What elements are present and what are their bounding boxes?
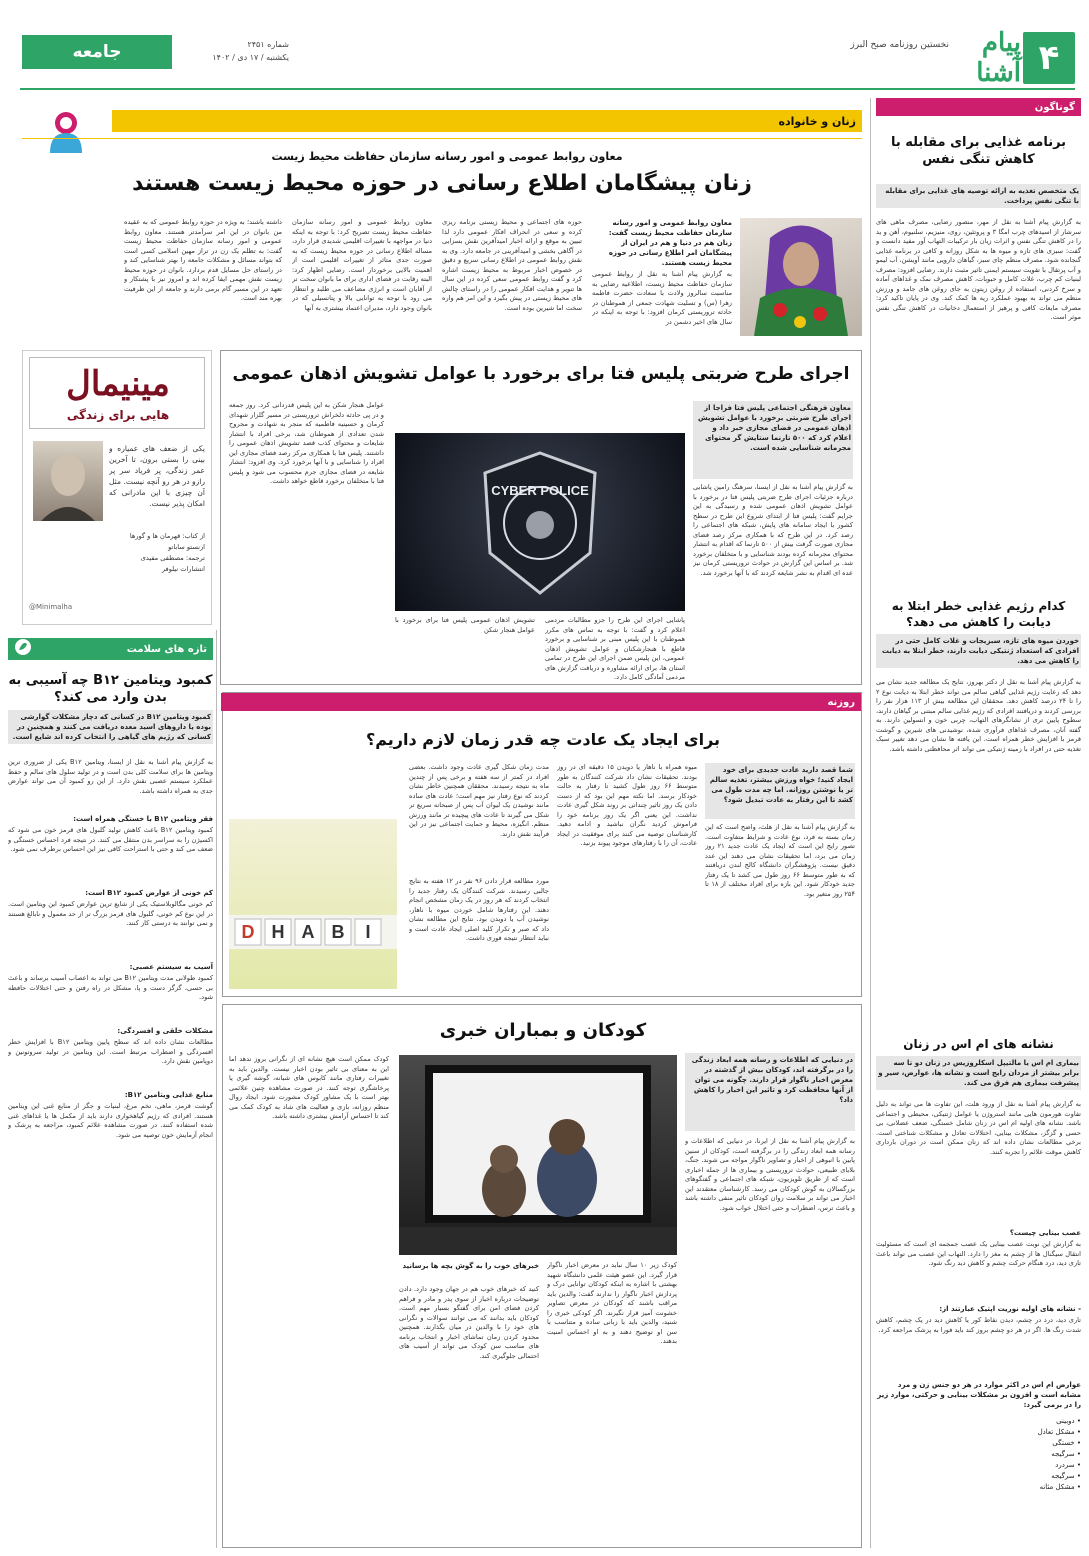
sidebar-subhead1: عصب بینایی چیست؟ <box>1009 1229 1081 1237</box>
issue-info <box>212 38 289 64</box>
health-q1: فقر ویتامین B۱۲ با خستگی همراه است: <box>73 815 213 823</box>
svg-text:A: A <box>301 922 315 942</box>
women-section-icon <box>22 106 110 156</box>
women-section-bar <box>112 110 862 132</box>
police-lead: معاون فرهنگی اجتماعی پلیس فتا فراجا از اجرای طرح ضربتی برخورد با عوامل تشویش اذهان عمومی در فضای مجازی خبر داد و اعلام کرد که ۵۰۰ تارنما ستایش گر محتوای مجرمانه شناسایی شده است. <box>693 401 853 479</box>
health-q5: منابع غذایی ویتامین B۱۲: <box>124 1091 213 1099</box>
habit-section-bar <box>221 693 861 711</box>
habit-section-label: روزنه <box>827 696 855 708</box>
women-col1: به گزارش پیام آشنا به نقل از روابط عمومی سازمان حفاظت محیط زیست، اطلاعیه رضایی به مناسبت سالروز ولادت با سعادت حضرت فاطمه زهرا (س) و تسلیت شهادت جمعی از هموطنان در حادثه تروریستی کرمان افزود: با توجه به اینکه در سال های اخیر دشمن در <box>592 270 732 326</box>
sidebar-article3-lead: بیماری ام اس یا مالتیپل اسکلروزیس در زنان دو تا سه برابر بیشتر از مردان رایج است و نشانه ها، عوارض، سیر و پیشرفت بیماری هم فرق می کند. <box>876 1056 1081 1090</box>
sidebar-sub-body1: به گزارش این نوبت عصب بینایی یک عصب جمجمه ای است که مسئولیت انتقال سیگنال ها از چشم به مغز را دارد. التهاب این عصب می تواند باعث تاری دید، درد هنگام حرکت چشم و کاهش دید رنگ شود. <box>876 1240 1081 1267</box>
kids-col3: کنید که خبرهای خوب هم در جهان وجود دارد. دادن توضیحات درباره اخبار از سوی پدر و مادر و فراهم کردن فضای امن برای گفتگو بسیار مهم است. کودکان باید بدانند که می توانند سوالات و نگرانی های خود را با والدین در میان بگذارند. همچنین محدود کردن زمان تماشای اخبار و انتخاب برنامه های مناسب سن کودک می تواند از آسیب های احتمالی جلوگیری کند. <box>399 1285 539 1360</box>
habit-col4: مورد مطالعه قرار دادن ۹۶ نفر در ۱۲ هفته به نتایج جالبی رسیدند. شرکت کنندگان یک رفتار جدید را انتخاب کردند که هر روز در یک زمان مشخص انجام دهند. این رفتارها شامل خوردن میوه با ناهار، نوشیدن آب یا دویدن بود. نتایج این مطالعه نشان داد که صبر و تکرار کلید اصلی ایجاد عادت است و نباید انتظار نتیجه فوری داشت. <box>409 877 549 942</box>
book-ad-handle: @Minimalha <box>29 603 73 611</box>
column-divider <box>216 630 217 1548</box>
list-item: • سرگیجه <box>1051 1472 1081 1480</box>
list-item: • سرگیجه <box>1051 1450 1081 1458</box>
sidebar-article3-body: به گزارش پیام آشنا به نقل از ورود هلت، این تفاوت ها می تواند به دلیل تفاوت هورمون هایی مانند استروژن یا عوامل ژنتیکی، محیطی و اجتماعی باشد. نشانه های اولیه ام اس در زنان شامل خستگی، ضعف عضلانی، بی حسی و گزگز، مشکلات بینایی، اختلالات تعادل و مشکلات شناختی است. برخی مطالعات نشان داده اند که زنان ممکن است در دوران بارداری کاهش موقت علائم را تجربه کنند. <box>876 1100 1081 1156</box>
sidebar-article2-body: به گزارش پیام آشنا به نقل از دکتر بهروز، نتایج یک مطالعه جدید نشان می دهد که رعایت رژیم غذایی گیاهی سالم می تواند خطر ابتلا به دیابت نوع ۲ را تا ۲۴ درصد کاهش دهد. محققان این مطالعه بیش از ۱۱۳ هزار نفر را بررسی کردند و دریافتند افرادی که رژیم غذایی سالم مبتنی بر گیاهان دارند، سطوح پایین تری از نشانگرهای التهاب، چربی خون و انسولین دارند. به گفته آنان، مصرف غذاهای فرآوری شده، نوشیدنی های شیرین و گوشت قرمز با افزایش خطر همراه است. این یافته ها نشان می دهد تغییر سبک تغذیه حتی در افراد با زمینه ژنتیکی می تواند اثر محافظتی داشته باشد. <box>876 678 1081 753</box>
health-column <box>8 632 213 1548</box>
kids-tv-photo <box>399 1055 677 1255</box>
kids-headline: کودکان و بمباران خبری <box>439 1020 647 1041</box>
sidebar-article1-body: به گزارش پیام آشنا به نقل از مهر، منصور رضایی، مصرف ماهی های سرشار از اسیدهای چرب امگا ۳ و پروتئین، روی، منیزیم، سلنیوم، آهن و ید را در کاهش تنگی نفس و اثرات زیان بار ترکیبات التهاب آور مفید دانست و گفت: سبزی های تازه و میوه ها به شکل روزانه و کافی در برنامه غذایی گنجانده شود. مصرف منظم چای سبز، گیاهان دارویی مانند آویشن، آب لیمو و آب پرتقال با تقویت سیستم ایمنی تاثیر مثبت دارند. رضایی افزود: مصرف لبنیات کم چرب، غلات کامل و حبوبات، کاهش مصرف نمک و غذاهای آماده و سرخ کردنی، استفاده از روغن زیتون به جای روغن های جامد و ورزش منظم می تواند به بهبود عملکرد ریه ها کمک کند. وی در پایان تاکید کرد: مصرف مایعات کافی و پرهیز از استعمال دخانیات در کاهش تنگی نفس موثر است. <box>876 218 1081 321</box>
sidebar-article2-title: کدام رژیم غذایی خطر ابتلا به دیابت را کاهش می دهد؟ <box>891 599 1066 629</box>
list-item: • سردرد <box>1055 1461 1081 1469</box>
svg-text:D: D <box>241 922 255 942</box>
kids-col2: کودک زیر ۱۰ سال نباید در معرض اخبار ناگوار قرار گیرد. این عضو هیئت علمی دانشگاه شهید بهشتی با اشاره به اینکه کودکان توانایی درک و پردازش اخبار ناگوار را ندارند گفت: والدین باید مراقب باشند که کودکان در معرض تصاویر خشونت آمیز قرار نگیرند. اگر کودکی خبری را شنید، والدین باید با زبانی ساده و متناسب با سن او توضیح دهند و به او احساس امنیت بدهند. <box>547 1261 677 1345</box>
kids-lead: در دنیایی که اطلاعات و رسانه همه ابعاد زندگی را در برگرفته اند، کودکان بیش از گذشته در معرض اخبار ناگوار قرار دارند. چگونه می توان از آنها محافظت کرد و تاثیر این اخبار را کاهش داد؟ <box>685 1053 855 1131</box>
police-caption: تشویش اذهان عمومی پلیس فتا برای برخورد با عوامل هنجار شکن <box>395 616 535 634</box>
health-a1: کمبود ویتامین B۱۲ باعث کاهش تولید گلبول های قرمز خون می شود که اکسیژن را به سراسر بدن منتقل می کنند. در نتیجه فرد احساس خستگی و ضعف می کند و حتی با استراحت کافی نیز این احساس برطرف نمی شود. <box>8 826 213 853</box>
habit-article <box>222 692 862 997</box>
women-lead: معاون روابط عمومی و امور رسانه سازمان حفاظت محیط زیست گفت: زنان هم در دنیا و هم در ایران از پیشگامان امر اطلاع رسانی در حوزه محیط زیست هستند. <box>608 219 732 267</box>
police-col3: عوامل هنجار شکن به این پلیس قدردانی کرد. روز جمعه و در پی حادثه دلخراش تروریستی در مسیر گلزار شهدای کرمان و حسینیه فاطمیه که منجر به شهادت و مجروح شدن تعدادی از هموطنان شد، برخی افراد با انتشار شایعات و محتوای کذب قصد تشویش اذهان عمومی را داشتند. پلیس فتا با همکاری مرکز رصد فضای مجازی این افراد را شناسایی و با آنها برخورد کرد. وی افزود: انتشار شایعه در فضای مجازی جرم محسوب می شود و پلیس فتا با متخلفان برخورد قاطع خواهد داشت. <box>229 401 384 485</box>
book-ad-source: از کتاب: قهرمان ها و گورها <box>129 532 205 540</box>
book-ad-publisher: انتشارات نیلوفر <box>161 565 205 573</box>
women-section-label: زنان و خانواده <box>778 114 856 128</box>
newspaper-subtitle: نخستین روزنامه صبح البرز <box>850 40 949 50</box>
newspaper-logo: پیام آشنا <box>976 28 1021 88</box>
habit-col1: به گزارش پیام آشنا به نقل از هلث، واضح است که این زمان بسته به فرد، نوع عادت و شرایط متفاوت است. تصور رایج این است که ایجاد یک عادت جدید ۲۱ روز زمان می برد، اما تحقیقات نشان می دهند این عدد دقیق نیست. پژوهشگران دانشگاه کالج لندن دریافتند که به طور متوسط ۶۶ روز طول می کشد تا یک رفتار جدید خودکار شود. این بازه برای افراد مختلف از ۱۸ تا ۲۵۴ روز متغیر بود. <box>705 823 855 898</box>
health-q3: آسیب به سیستم عصبی: <box>129 963 213 971</box>
svg-text:H: H <box>271 922 285 942</box>
symptom-list <box>876 1416 1081 1493</box>
book-ad-author: ارنستو ساباتو <box>168 543 205 551</box>
health-body: به گزارش پیام آشنا به نقل از ایسنا، ویتامین B۱۲ یکی از ضروری ترین ویتامین ها برای سلامت کلی بدن است و در تولید سلول های سالم و حفظ عملکرد سیستم عصبی نقش دارد. از این رو کمبود آن می تواند عوارض جدی به همراه داشته باشد. <box>8 758 213 795</box>
police-article <box>220 350 862 685</box>
habit-lead: شما قصد دارید عادت جدیدی برای خود ایجاد کنید؛ خواه ورزش بیشتر، تغذیه سالم تر یا نوشتن روزانه. اما چه مدت طول می کشد تا این رفتار به عادت تبدیل شود؟ <box>705 763 855 819</box>
list-item: • دوبینی <box>1056 1417 1081 1425</box>
police-headline: اجرای طرح ضربتی پلیس فتا برای برخورد با عوامل تشویش اذهان عمومی <box>232 364 850 384</box>
column-divider <box>870 98 871 1548</box>
women-photo <box>740 218 862 336</box>
header-divider <box>20 88 1075 90</box>
women-col4: داشته باشند؛ به ویژه در حوزه روابط عمومی که به عقیده من بانوان در این امر سرآمدتر هستند. معاون روابط عمومی و امور رسانه سازمان حفاظت محیط زیست گفت: به تظلم یک زن در تراز مهین اسلامی کسی است که بتواند مسائل و مشکلات جامعه را بهتر شناسایی کند و در راستای حل مسایل قدم بردارد. بانوان در حوزه محیط زیست نقش مهمی ایفا کرده اند و امروز نیز با پشتکار و تعهد در این مسیر گام برمی دارند و جامعه از این ظرفیت بهره مند است. <box>124 218 282 302</box>
police-col1: به گزارش پیام آشنا به نقل از ایسنا، سرهنگ رامین پاشایی درباره جزئیات اجرای طرح ضربتی پلیس فتا در برخورد با عوامل تشویش اذهان عمومی شده و رسیدگی به این جرایم گفت: پلیس فتا از ابتدای شروع این طرح در سطح کشور با ایجاد سامانه های پایش، شبکه های اجتماعی را رصد کرد. در این طرح که با همکاری مرکز رصد فضای مجازی صورت گرفت بیش از ۵۰۰ تارنما که اقدام به انتشار محتوای مجرمانه کرده بودند شناسایی و با متخلفان برخورد شد. بر اساس این گزارش در حوادث تروریستی کرمان نیز عده ای اقدام به نشر شایعه کردند که با آنها برخورد شد. <box>693 483 853 577</box>
police-col2: پاشایی اجرای این طرح را جزو مطالبات مردمی اعلام کرد و گفت: با توجه به تماس های مکرر هموطنان با این پلیس مبنی بر شناسایی و برخورد قاطع با هنجارشکنان و عوامل تشویش اذهان عمومی، این پلیس ضمن اجرای این طرح در تمامی استان ها، برای ارائه مشاوره و دریافت گزارش های مردمی آمادگی کامل دارد. <box>545 616 685 680</box>
health-a2: کم خونی مگالوبلاستیک یکی از شایع ترین عوارض کمبود این ویتامین است. در این نوع کم خونی، گلبول های قرمز بزرگ تر از حد معمول و نابالغ هستند و نمی توانند به درستی کار کنند. <box>8 900 213 927</box>
sidebar-subhead3: عوارض ام اس در اکثر موارد در هر دو جنس زن و مرد مشابه است و افزون بر مشکلات بینایی و حرکتی، موارد زیر را در برمی گیرد: <box>877 1381 1081 1409</box>
book-ad-quote: یکی از ضعف های عمیاره و بینی را بستی برون، تا آخرین عمر زندگی، پر فریاد سر پر رازو در هر رو آنچه نیست. مثل آن چیزی با این مادرانی که امکان پذیر نیست. <box>109 444 205 508</box>
sidebar-article1-lead: یک متخصص تغذیه به ارائه توصیه های غذایی برای مقابله با تنگی نفس پرداخت. <box>876 184 1081 208</box>
habit-headline: برای ایجاد یک عادت چه قدر زمان لازم داریم؟ <box>365 730 721 749</box>
sidebar-article2-lead: خوردن میوه های تازه، سبزیجات و غلات کامل حتی در افرادی که استعداد ژنتیکی دیابت دارند، خطر ابتلا به دیابت را کاهش می دهد. <box>876 634 1081 668</box>
women-underline <box>22 138 862 139</box>
book-ad-title: مینیمال <box>66 364 170 404</box>
police-col4-spacer <box>229 571 384 572</box>
sidebar-sub-body2: تاری دید، درد در چشم، دیدن نقاط کور یا کاهش دید در یک چشم، کاهش شدت رنگ ها. اگر در هر دو چشم بروز کند باید فورا به پزشک مراجعه کرد. <box>876 1316 1081 1334</box>
sidebar-column <box>876 98 1081 1548</box>
cyber-police-photo <box>395 433 685 611</box>
women-headline: زنان پیشگامان اطلاع رسانی در حوزه محیط زیست هستند <box>132 171 752 196</box>
book-ad-info <box>35 531 205 591</box>
sidebar-article3-title: نشانه های ام اس در زنان <box>903 1037 1054 1051</box>
kids-col4: کودک ممکن است هیچ نشانه ای از نگرانی بروز ندهد اما این به معنای بی تاثیر بودن اخبار نیست. والدین باید به تغییرات رفتاری مانند کابوس های شبانه، گوشه گیری یا پرخاشگری توجه کنند. در صورت مشاهده چنین علائمی بهتر است با یک مشاور کودک مشورت شود. ایجاد روال منظم روزانه، بازی و فعالیت های شاد به کودک کمک می کند تا احساس آرامش بیشتری داشته باشد. <box>229 1055 389 1120</box>
leaf-icon <box>14 638 32 660</box>
book-ad-subtitle: هایی برای زندگی <box>66 408 170 422</box>
women-col2: حوزه های اجتماعی و محیط زیستی برنامه ریزی کرده و سعی در انحراف افکار عمومی دارد لذا تبیین به موقع و ارائه اخبار امیدآفرین نقش بسزایی در آگاهی بخشی و امیدآفرینی در جامعه دارد. وی به نقش روابط عمومی در اطلاع رسانی سریع و دقیق در خصوص اخبار مربوط به محیط زیست اشاره کرد و گفت روابط عمومی سعی کرده در این سال ها تنویر و هدایت افکار عمومی را در راستای چالش های محیط زیستی در پیش بگیرد و این امر هم واره سخت اما شیرین بوده است. <box>442 218 582 312</box>
health-lead: کمبود ویتامین B۱۲ در کسانی که دچار مشکلات گوارشی بوده یا داروهای اسید معده دریافت می کنند و همچنین در کسانی که رژیم های گیاهی را انتخاب کرده اند شایع است. <box>8 710 213 744</box>
issue-number: شماره ۲۴۵۱ <box>247 40 289 49</box>
women-col3: معاون روابط عمومی و امور رسانه سازمان حفاظت محیط زیست تصریح کرد: با توجه به اینکه دنیا در مواجهه با تغییرات اقلیمی شدیدی قرار دارد، مساله اطلاع رسانی در حوزه محیط زیست که به صورت جدی متاثر از تغییرات اقلیمی است از اهمیت بالایی برخوردار است. رضایی اظهار کرد: البته رقابت در فضای اداری برای ما بانوان سخت تر از آقایان است و انرژی مضاعف می طلبد و انتظار می رود با توجه به توانایی بالا و پتانسیلی که در بانوان وجود دارد، مدیران اعتماد بیشتری به آنها <box>292 218 432 312</box>
health-q2: کم خونی از عوارض کمبود B۱۲ است: <box>85 889 213 897</box>
book-ad <box>22 350 212 625</box>
list-item: • خستگی <box>1052 1439 1081 1447</box>
health-a3: کمبود طولانی مدت ویتامین B۱۲ می تواند به اعصاب آسیب برساند و باعث بی حسی، گزگز دست و پا، مشکل در راه رفتن و حتی اختلالات حافظه شود. <box>8 974 213 1001</box>
svg-text:I: I <box>365 922 371 942</box>
health-section-bar <box>8 638 213 660</box>
issue-date: یکشنبه / ۱۷ دی / ۱۴۰۲ <box>212 53 289 62</box>
women-kicker: معاون روابط عمومی و امور رسانه سازمان حفاظت محیط زیست <box>271 150 623 163</box>
kids-article <box>222 1004 862 1548</box>
sidebar-section-bar <box>876 98 1081 116</box>
sidebar-article1-title: برنامه غذایی برای مقابله با کاهش تنگی نفس <box>890 135 1067 167</box>
health-headline: کمبود ویتامین B۱۲ چه آسیبی به بدن وارد می کند؟ <box>8 673 213 705</box>
page-header <box>0 0 1089 95</box>
kids-subhead: خبرهای خوب را به گوش بچه ها برسانید <box>402 1262 539 1270</box>
women-article <box>22 98 862 343</box>
page-number: ۴ <box>1023 32 1075 84</box>
section-label: جامعه <box>22 35 172 69</box>
habit-photo <box>229 819 397 989</box>
list-item: • مشکل مثانه <box>1039 1483 1081 1491</box>
health-a5: گوشت قرمز، ماهی، تخم مرغ، لبنیات و جگر از منابع غنی این ویتامین هستند. افرادی که رژیم گیاهخواری دارند باید از مکمل ها یا غذاهای غنی شده استفاده کنند. در صورت مشاهده علائم کمبود، مراجعه به پزشک و انجام آزمایش خون توصیه می شود. <box>8 1102 213 1139</box>
habit-col2: میوه همراه با ناهار یا دویدن ۱۵ دقیقه ای در روز بودند. تحقیقات نشان داد شرکت کنندگان به طور متوسط ۶۶ روز طول کشید تا رفتار به حالت خودکار برسد. اما نکته مهم این بود که از دست دادن یک روز تاثیر چندانی بر روند شکل گیری عادت نداشت. این یعنی اگر یک روز برنامه خود را فراموش کردید نگران نباشید و ادامه دهید. کارشناسان توصیه می کنند برای موفقیت در ایجاد عادت، آن را با رفتارهای موجود پیوند بزنید. <box>557 763 697 847</box>
health-q4: مشکلات خلقی و افسردگی: <box>117 1027 213 1035</box>
book-ad-translator: ترجمه: مصطفی مفیدی <box>140 554 205 562</box>
health-a4: مطالعات نشان داده اند که سطح پایین ویتامین B۱۲ با افزایش خطر افسردگی و اضطراب مرتبط است. این ویتامین در تولید سروتونین و دوپامین نقش دارد. <box>8 1038 213 1065</box>
svg-text:CYBER POLICE: CYBER POLICE <box>491 483 589 498</box>
habit-col3: مدت زمان شکل گیری عادت وجود داشت. بعضی افراد در کمتر از سه هفته و برخی پس از چندین ماه به نتیجه رسیدند. محققان همچنین خاطر نشان کردند که نوع رفتار نیز مهم است؛ عادت های ساده مانند نوشیدن یک لیوان آب پس از صبحانه سریع تر شکل می گیرند تا عادت های پیچیده تر مانند ورزش منظم. انگیزه، محیط و حمایت اجتماعی نیز در این فرآیند نقش دارند. <box>409 763 549 838</box>
author-photo <box>33 441 103 521</box>
list-item: • مشکل تعادل <box>1037 1428 1081 1436</box>
sidebar-subhead2: - نشانه های اولیه نوریت اپتیک عبارتند از: <box>939 1305 1081 1313</box>
book-ad-banner <box>29 357 205 429</box>
kids-col1: به گزارش پیام آشنا به نقل از ایرنا، در دنیایی که اطلاعات و رسانه همه ابعاد زندگی را در برگرفته است، کودکان از سنین پایین با انبوهی از اخبار و تصاویر ناگوار مواجه می شوند. جنگ، بلایای طبیعی، حوادث تروریستی و بیماری ها از جمله اخباری است که از طریق تلویزیون، شبکه های اجتماعی و گفتگوهای بزرگسالان به گوش کودکان می رسد. کارشناسان معتقدند این اخبار می تواند بر سلامت روان کودکان تاثیر منفی داشته باشد و باعث ترس، اضطراب و حتی اختلال خواب شود. <box>685 1137 855 1212</box>
health-section-label: تازه های سلامت <box>126 643 207 655</box>
sidebar-section-label: گوناگون <box>1034 101 1075 113</box>
svg-text:B: B <box>331 922 345 942</box>
